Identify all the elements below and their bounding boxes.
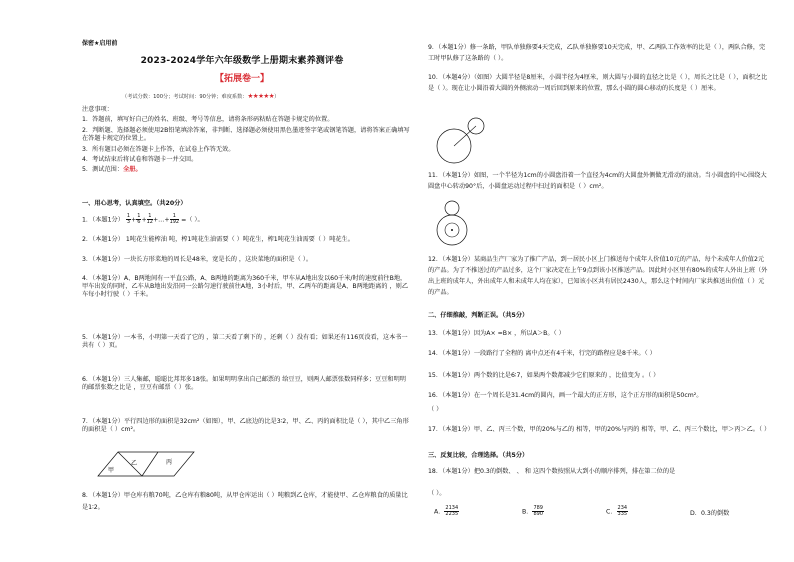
q1-label: 1．（本题1分）: [82, 216, 124, 224]
option-d-text: 0.3的倒数: [700, 510, 730, 517]
option-c-frac: [617, 506, 629, 517]
question-17: 17．（本题1分）甲、乙、丙三个数，甲的20%与乙的 相等，甲的20%与丙的 相等，甲、乙、丙三个数比，甲＞丙＞乙。（ ）: [428, 426, 771, 433]
option-a-den: 2235: [445, 511, 459, 517]
disc-center: [451, 229, 453, 231]
volume-label: 【拓展卷一】: [214, 74, 269, 84]
option-a[interactable]: [434, 506, 459, 517]
exam-meta: [122, 92, 279, 101]
notice-item-4: 4．考试结束后将试卷和答题卡一并交回。: [82, 156, 198, 163]
exam-meta-end: ）: [274, 94, 280, 100]
option-c-label: C．: [606, 508, 617, 516]
region-label-yi: 乙: [131, 460, 138, 467]
notice-item-3: 3．所有题目必须在答题卡上作答，在试卷上作答无效。: [82, 146, 235, 153]
option-c-num: 234: [617, 505, 628, 511]
parallelogram-figure: [86, 450, 196, 478]
divider-line-2: [142, 452, 158, 476]
question-7: 7．（本题1分）平行四边形的面积是32cm²（如图），甲、乙底边的比是3∶2，甲、乙、丙的面积比是（ ），其中乙三角形的面积是（ ）cm²。: [82, 418, 409, 433]
option-a-num: 2134: [445, 505, 459, 511]
option-b-num: 789: [533, 505, 543, 511]
question-18: 18．（本题1分）把0.3的倒数、 、 和 这四个数按照从大到小的顺序排列，排在第二位的是: [428, 468, 676, 475]
question-6: 6．（本题1分）三人集邮，聪聪比邦邦多18张。如果明明拿出自己邮票的 给豆豆，则两人邮票张数同样多；豆豆和明明的邮票张数之比是 ，豆豆有邮票（ ）张。: [82, 376, 406, 391]
question-1: 1．（本题1分） $\frac{1}{3}$ + $\frac{1}{6}$ + $\frac{1}{12}$ +…+ $\frac{1}{192}$ =（ ）。: [82, 213, 204, 225]
rolling-circles-figure: [432, 118, 488, 164]
region-label-jia: 甲: [108, 467, 115, 474]
scope-label: 5．测试范围：: [82, 166, 124, 173]
q1-frac-1: [126, 214, 131, 225]
option-a-frac: [444, 506, 459, 517]
question-12: 12．（本题1分）某商品生产厂家为了推广产品，到一居民小区上门推送每个成年人价值10元的产品，每个未成年人价值2元的产品。为了不推送过的产品过多，这个厂家决定在上午9点到该小区推送产品。因此时小区里有80%的成年人外出上班（外出上班的成年人，外出成年人和未成年人均在家），已知该小区共有居民2430人，那么这个时间内厂家共推送出价值（ ）元的产品。: [428, 256, 768, 297]
option-b-frac: [532, 506, 544, 517]
exam-title: 2023-2024学年六年级数学上册期末素养测评卷: [140, 56, 344, 66]
option-b[interactable]: [522, 506, 544, 517]
question-16-answer: （ ）: [428, 406, 443, 413]
option-b-label: B．: [522, 508, 533, 516]
question-13: 13．（本题1分）因为A× =B× ，所以A＞B。（ ）: [428, 330, 565, 337]
small-disc-top: [445, 201, 459, 215]
notice-item-1: 1．答题前，填写好自己的姓名、班级、考号等信息，请将条形码粘贴在答题卡规定的位置。: [82, 116, 334, 123]
q1-frac-4-den: 192: [169, 219, 180, 225]
notice-title: 注意事项：: [82, 106, 113, 113]
notice-scope: [82, 166, 142, 174]
question-14: 14．（本题1分）一段路行了全程的 离中点还有4千米，行完的路程应是8千米。（ ）: [428, 350, 656, 357]
question-5: 5．（本题1分）一本书，小明第一天看了它的 ，第二天看了剩下的 ，还剩（ ）没有看；如果还有116页没看，这本书一共有（ ）页。: [82, 334, 408, 349]
scope-value: 全册。: [123, 166, 142, 173]
q1-frac-2: [136, 214, 141, 225]
option-c[interactable]: [606, 506, 628, 517]
q1-frac-4: [170, 214, 180, 225]
question-10: 10．（本题4分）（如图）大圆半径是8厘米，小圆半径为4厘米，则大圆与小圆的直径之比是（ ），周长之比是（ ），面积之比是（ ）。现在让小圆沿着大圆的外侧滚动一周后回到原来的位置，那么小圆的圆心移动的长度是（ ）厘米。: [428, 74, 768, 93]
section-2-title: 二、仔细推敲，判断正误。（共5分）: [428, 312, 529, 319]
q1-frac-3-num: 1: [148, 213, 152, 219]
divider-line-1: [118, 452, 142, 476]
difficulty-stars: ★★★★★: [247, 92, 275, 100]
q1-frac-1-den: 3: [126, 219, 131, 225]
q1-frac-4-num: 1: [170, 214, 180, 220]
option-d[interactable]: [690, 510, 729, 518]
q1-frac-1-num: 1: [126, 213, 131, 219]
exam-meta-text: （考试分数：100分；考试时间：90分钟；难度系数：: [122, 94, 248, 100]
section-1-title: 一、用心思考，认真填空。（共20分）: [82, 200, 187, 207]
question-4: 4．（本题1分）A、B两地间有一平直公路，A、B两地的距离为360千米，甲车从A地出发以60千米/时的速度前往B地，甲车出发的同时，乙车从B地出发沿同一公路匀速行驶前往A地，3小时后，甲、乙两车的距离是A、B两地距离的 ，则乙车每小时行驶（ ）千米。: [82, 275, 409, 298]
disc-rolling-figure: [432, 200, 480, 248]
region-label-bing: 丙: [166, 459, 173, 466]
question-8: 8．（本题1分）甲仓库有粮70吨，乙仓库有粮80吨，从甲仓库运出（ ）吨粮到乙仓库，才能使甲、乙仓库粮食的质量比是1∶2。: [82, 492, 408, 511]
option-a-label: A．: [434, 508, 445, 516]
section-3-title: 三、反复比较，合理选择。（共5分）: [428, 452, 529, 459]
q1-frac-2-num: 1: [137, 213, 141, 219]
q1-tail: =（ ）。: [181, 216, 204, 224]
option-c-den: 335: [617, 511, 628, 517]
option-d-label: D．: [690, 510, 701, 517]
question-2: 2．（本题1分） 1吨花生能榨油 吨，榨1吨花生油需要（ ）吨花生，榨1吨花生油需要（ ）吨花生。: [82, 236, 354, 243]
question-15: 15．（本题1分）两个数的比是6∶7，如果两个数都减少它们原来的 ，比值变为 。（ ）: [428, 372, 660, 379]
question-9: 9．（本题1分）修一条路，甲队单独修要4天完成，乙队单独修要10天完成，甲、乙两队工作效率的比是（ ），两队合修，完工时甲队修了这条路的（ ）。: [428, 44, 766, 63]
q1-frac-2-den: 6: [137, 219, 141, 225]
notice-item-2: 2．判断题、选择题必须使用2B铅笔填涂答案，非判断、选择题必须使用黑色墨迹签字笔或钢笔答题，请将答案正确填写在答题卡规定的位置上。: [82, 127, 410, 142]
option-b-den: 890: [533, 511, 543, 517]
question-11: 11．（本题1分）如图，一个半径为1cm的小圆盘沿着一个直径为4cm的大圆盘外侧做无滑动的滚动。当小圆盘的中心围绕大圆盘中心转动90°后，小圆盘运动过程中扫过的面积是（ ）cm²。: [428, 172, 767, 191]
q1-frac-3-den: 12: [146, 219, 153, 225]
question-3: 3．（本题1分）一块长方形菜地的周长是48米，宽是长的 ，这块菜地的面积是（ ）。: [82, 256, 313, 263]
question-18-answer: （ ）。: [428, 490, 446, 497]
question-16: 16．（本题1分）在一个周长是31.4cm的圆内，画一个最大的正方形，这个正方形的面积是50cm²。: [428, 392, 703, 399]
secret-label: 保密★启用前: [82, 40, 118, 47]
q1-frac-3: [147, 214, 153, 225]
